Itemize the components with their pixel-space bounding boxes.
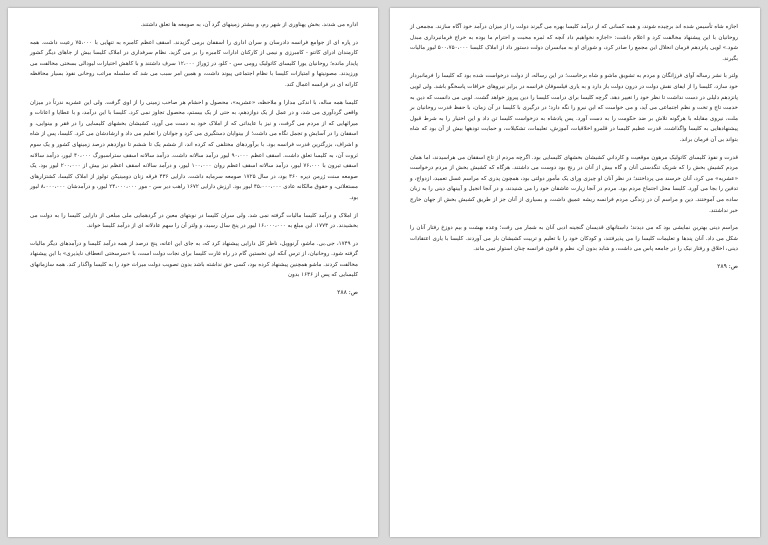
- left-page: [8, 8, 378, 537]
- right-page: [390, 8, 760, 537]
- left-paragraph-1: اداره می شدند. بخش پهناوری از شهر رم، و بیشتر زمینهای گرد آن، به صومعه ها تعلق داشتند.: [140, 22, 358, 28]
- right-paragraph-3: قدرت و نفوذ کلیسای کاتولیک مرهون موقعیت و کارداني کشیشان بخشهای کلیسایی بود. اگرچه مردم از تاج اسقفان می هراسیدند، اما همان مردم کشیش بخش را که شریک تنگدستی آنان و گاه بیش از آنان در رنج بود دوست می داشتند. هرگاه که کشیش بخش از مردم درخواست «عشریه» می کرد، آنان خرسند می پرداختند؛ در نظر آنان او چیزی ورای یک مأمور دولتی بود، همچون پدری که مراسم غسل تعمید، ازدواج، و تدفین را بجا می آورد. کلیسا محل اجتماع مردم بود. مردم در آنجا زیارت عاشقان خود را می شنیدند، و در آنجا انجیل و آیینهای دینی را به زبان ساده می آموختند. دین و مراسم آن در زندگی مردم فرانسه ریشه عمیق داشت، و بسیاری از آنان جز از طریق کشیش بخش از جهان خارج خبر نداشتند.: [410, 154, 738, 214]
- right-paragraph-4: مراسم دینی بهترین نمایشی بود که می دیدند؛ داستانهای قدیسان گنجینه ادبی آنان به شمار می رفت؛ وعده بهشت و بیم دوزخ رفتار آنان را شکل می داد. آنان پندها و تعلیمات کلیسا را می پذیرفتند، و کودکان خود را با تعلیم و تربیت کشیشان بار می آوردند. کلیسا با یاری اعتقادات دینی، اخلاق و رفتار نیک را در جامعه پاس می داشت، و شاید بدون آن، نظم و قانون فرانسه چنان استوار نمی ماند.: [410, 225, 738, 253]
- left-paragraph-5: در ۱۷۴۹، جی.بی. ماشو، آرنوویل، ناظر کل دارایی پیشنهاد کرد که، به جای این اعانه، پنج درصد از همه درآمد کلیسا و درآمدهای دیگر مالیات گرفته شود. روحانیان، از ترس آنکه این نخستین گام در راه غارت کلیسا برای نجات دولت است، با «سرسختی انعطاف ناپذیری» با این پیشنهاد مخالفت کردند. ماشو همچنین پیشنهاد کرده بود، کسی حق نداشته باشد بدون تصویب دولت میراث خود را به کلیسا واگذار کند. همه سازمانهای کلیسایی که پس از ۱۶۳۶ بدون: [30, 240, 358, 279]
- left-page-number: ص: ۲۸۸: [337, 289, 358, 297]
- left-paragraph-4: از املاک و درآمد کلیسا مالیات گرفته نمی شد. ولی سران کلیسا در نوبتهای معین در گردهمایی ملی مبلغی از دارایی کلیسا را به دولت می بخشیدند. در ۱۷۷۳، این مبلغ به ۱۶،۰۰۰،۰۰۰ لیور در پنج سال رسید، و ولتر آن را سهم عادلانه ای از درآمد کلیسا خواند.: [30, 212, 358, 230]
- left-paragraph-2: در پاره ای از جوامع فرانسه دادرسان و سران اداری را اسقفان برمی گزیدند. اسقف اعظم کامبره به تنهایی با ۷۵،۰۰۰ رعیت داشت. همه کارمندان ادرای کانتو - کامبرزی و نیمی از کارکنان ادارات کامبره را بر می گزید. نظام سرفداری در املاک کلیسا بیش از جاهای دیگر کشور پایدار مانده؛ روحانیان یورا کلیسای کاتولیک رومی سن - کلو، در ژوراژ ۱۲،۰۰۰ سرف داشتند و با کاهش اختیارات لیودالی بسختی مخالفت می ورزیدند. مصونیتها و امتیازات کلیسا با نظام اجتماعی پیوند داشت، و همین امر سبب می شد که سلسله مراتب روحانی نفوذ بسیار محافظه کارانه ای در فرانسه اعمال کند.: [30, 39, 358, 88]
- right-paragraph-1: اجازه شاه تأسیس شده اند برچیده شوند، و همه کسانی که از درآمد کلیسا بهره می گیرند دولت را از میزان درآمد خود آگاه سازند. مجمعی از روحانیان با این پیشنهاد مخالفت کرد و اعلام داشت: «اجازه نخواهیم داد آنچه که ثمره محبت و احترام ما بوده به خراج فرمانبرداری مبدل شود.» لویی پانزدهم فرمان انحلال این مجمع را صادر کرد، و شورای او به میانسران دولت دستور داد از املاک کلیسا ۵۰۰،۷۵۰،۰۰۰ لیور مالیات بگیرند.: [410, 24, 739, 62]
- right-paragraph-2: ولتر با نشر رساله آوای فرزانگان و مردم به تشویق ماشو و شاه برخاست؛ در این رساله، از دولت درخواست شده بود که کلیسا را فرمانبردار خود سازد، کلیسا را از ایفای نقش دولت در درون دولت باز دارد و به یاری فیلسوفان فرانسه در برابر نیروهای خرافات پاسخگو باشد. ولی لویی پانزدهم دلیلی در دست نداشت تا نظر خود را تغییر دهد. گرچه کلیسا برای درامت کلیسا را دین پیروز خواهد گشت. لویی می دانست که دین به خدمت تاج و تخت و نظم اجتماعی می آید، و می خواست که این نیرو را نگه دارد؛ در درگیری با کلیسا در آن زمان، با حفظ قدرت روحانیان بر ملت، نیروی مقابله با هرگونه تلاش بر ضد حکومت را به دست آورد. پس پادشاه به درخواست کلیسا تن داد و این اختیار را به شرط قبول پیشنهادهایی به کلیسا واگذاشت. قدرت عظیم کلیسا در قلمرو اخلاقیات، آموزش، تعلیمات، تشکیلات، و حمایت تودهها بیش از آن بود که شاه بتواند بی آن فرمان براند.: [410, 73, 738, 143]
- left-paragraph-3: کلیسا همه ساله، با اندکی مدارا و ملاحظه، «عشریه»، محصول و احشام هر صاحب زمینی را از اوی گرفت. ولی این عشریه ندرتاً در میزان واقعی گردآوری می شد، و در عمل از یک دوازدهم، به حتی از یک بیستم، محصول تجاوز نمی کرد. کلیسا با این درآمد، و با عطایا و اعانات و میراثهایی که از مردم می گرفت، و نیز با عایداتی که از املاک خود به دست می آورد، کشیشان بخشهای کلیسایی را در فقر و بینوایی، و اسقفان را در آسایش و تجمل نگاه می داشت؛ از بینوایان دستگیری می کرد و جوانان را تعلیم می داد و ارشادشان می کرد. کلیسا، پس از شاه و اشراف، بزرگترین قدرت فرانسه بود. با برآوردهای مختلفی که کرده اند، از ششم یک تا ششم تا دوازدهم درصد زمینهای کشور و یک سوم ثروت آن، به کلیسا تعلق داشت. اسقف اعظم ۹۰،۰۰۰ لیور درآمد سالانه داشت. درآمد سالانه اسقف ستراسبورگ ۴۰،۰۰۰ لیور، درآمد سالانه اسقف تیرون با ۷۶،۰۰۰ لیور، درآمد سالانه اسقف اعظم روان ۱۰۰،۰۰۰ لیور، و درآمد سالانه اسقف اعظم نیز بیش از ۲۰۰،۰۰۰ لیور بود. یک صومعه سنت ژرمن دپره ۳۶۰ بود، در سال ۱۷۲۵ صومعه سرمایه داشت. دارایی ۴۳۶ فرقه زنان دومینیکن تولوز از املاک کلیسا، کشتزارهای مستغلاتی، و حقوق مالکانه عادی ۴۵،۰۰۰،۰۰۰ لیور بود. ارزش دارایی ۱۶۷۲ راهب دیر سن - مور ۲۴،۰۰۰،۰۰۰ لیور، و درآمدشان ۸،۰۰۰،۰۰۰ لیور بود.: [30, 99, 359, 201]
- right-page-number: ص: ۲۸۹: [717, 262, 738, 270]
